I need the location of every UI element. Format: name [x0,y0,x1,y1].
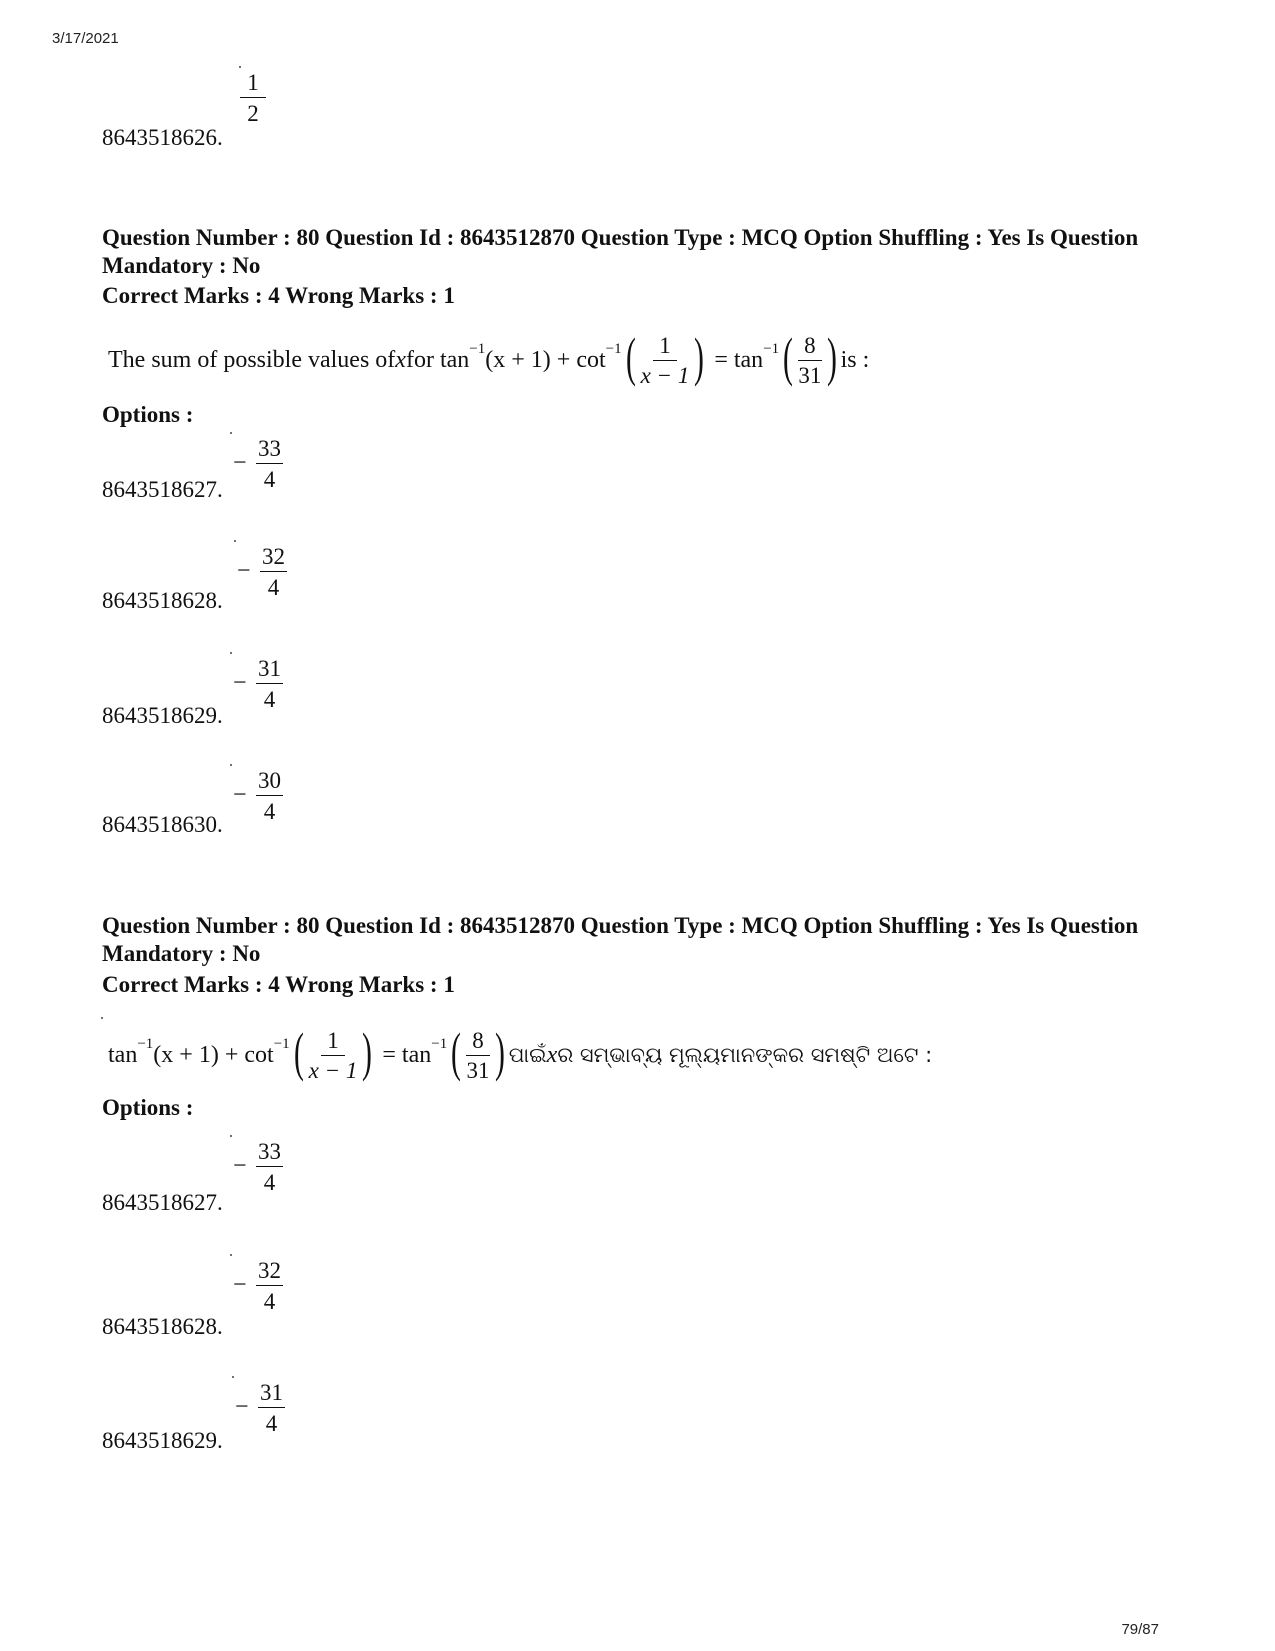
equation-fraction [466,1029,490,1082]
dot-mark [239,66,241,68]
numerator: 1 [240,71,266,98]
tan-fn: tan [401,1041,432,1068]
option-id: 8643518628. [102,588,223,613]
numerator: 30 [256,769,283,796]
question-marks: Correct Marks : 4 Wrong Marks : 1 [102,283,455,308]
minus-sign: − [233,782,247,808]
question-text [108,327,869,393]
option-id: 8643518628. [102,1314,223,1339]
tan-arg: (x + 1) [485,346,551,373]
numerator: 8 [466,1029,490,1056]
tan-fn: tan [733,346,764,373]
numerator: 33 [256,1140,283,1167]
denominator: 4 [263,467,276,492]
equals-sign: = [714,346,728,373]
denominator: x − 1 [308,1057,358,1083]
option-fraction [258,1381,285,1435]
option-fraction [256,437,283,491]
left-paren: ( [293,1022,304,1082]
dot-mark [101,1017,103,1019]
minus-sign: − [233,670,247,696]
question-header: Question Number : 80 Question Id : 8643512870 Question Type : MCQ Option Shuffling : Yes Is Question Mandatory : No [102,913,1139,966]
option-id: 8643518627. [102,477,223,502]
option-id: 8643518627. [102,1190,223,1215]
denominator: 31 [466,1057,490,1083]
option-id: 8643518629. [102,1428,223,1453]
variable-x: x [546,1041,558,1068]
left-paren: ( [625,327,636,387]
equation-fraction [309,1029,358,1082]
dot-mark [230,652,232,654]
question-text [108,1022,932,1088]
denominator: 31 [798,362,822,388]
numerator: 8 [798,334,822,361]
dot-mark [230,764,232,766]
text-prefix: The sum of possible values of [108,346,396,373]
cot-fn: cot [244,1041,274,1068]
cot-fn: cot [576,346,606,373]
left-paren: ( [451,1022,462,1082]
question-header: Question Number : 80 Question Id : 8643512870 Question Type : MCQ Option Shuffling : Yes Is Question Mandatory : No [102,225,1139,278]
denominator: 4 [263,687,276,712]
right-paren: ) [494,1022,505,1082]
inverse-sup: −1 [469,340,486,357]
dot-mark [230,1254,232,1256]
numerator: 31 [256,657,283,684]
denominator: 4 [267,575,280,600]
numerator: 1 [321,1029,345,1056]
tan-arg: (x + 1) [153,1041,219,1068]
dot-mark [232,1376,234,1378]
numerator: 31 [258,1381,285,1408]
denominator: 4 [263,1170,276,1195]
text-suffix: is : [840,346,870,373]
inverse-sup: −1 [431,1035,448,1052]
denominator: 4 [263,799,276,824]
inverse-sup: −1 [137,1035,154,1052]
question-marks: Correct Marks : 4 Wrong Marks : 1 [102,972,455,997]
denominator: x − 1 [640,362,690,388]
dot-mark [230,432,232,434]
print-date: 3/17/2021 [52,30,119,47]
minus-sign: − [237,558,251,584]
option-id: 8643518630. [102,812,223,837]
numerator: 33 [256,437,283,464]
option-fraction [260,545,287,599]
option-fraction [256,657,283,711]
denominator: 2 [247,101,259,126]
option-fraction [240,71,266,125]
minus-sign: − [233,1153,247,1179]
plus-sign: + [224,1041,239,1068]
right-paren: ) [826,327,837,387]
inverse-sup: −1 [763,340,780,357]
inverse-sup: −1 [273,1035,290,1052]
page-number: 79/87 [1121,1621,1159,1638]
option-fraction [256,1140,283,1194]
inverse-sup: −1 [605,340,622,357]
option-id: 8643518626. [102,125,223,150]
equation-fraction [798,334,822,387]
text-for: for [405,346,434,373]
dot-mark [230,1135,232,1137]
equation-fraction [641,334,690,387]
numerator: 1 [653,334,677,361]
numerator: 32 [260,545,287,572]
left-paren: ( [783,327,794,387]
dot-mark [234,540,236,542]
equals-sign: = [382,1041,396,1068]
minus-sign: − [233,1272,247,1298]
right-paren: ) [362,1022,373,1082]
denominator: 4 [263,1289,276,1314]
minus-sign: − [235,1394,249,1420]
variable-x: x [395,346,406,373]
denominator: 4 [265,1411,278,1436]
tan-fn: tan [439,346,470,373]
right-paren: ) [694,327,705,387]
odia-text: ର ସମ୍ଭାବ୍ୟ ମୂଲ୍ୟମାନଙ୍କର ସମଷ୍ଟି ଅଟେ : [557,1042,933,1067]
minus-sign: − [233,450,247,476]
option-id: 8643518629. [102,703,223,728]
tan-fn: tan [108,1041,138,1068]
odia-text: ପାଇଁ [508,1042,547,1067]
option-fraction [256,769,283,823]
option-fraction [256,1259,283,1313]
numerator: 32 [256,1259,283,1286]
options-label: Options : [102,402,194,427]
plus-sign: + [556,346,571,373]
options-label: Options : [102,1095,194,1120]
